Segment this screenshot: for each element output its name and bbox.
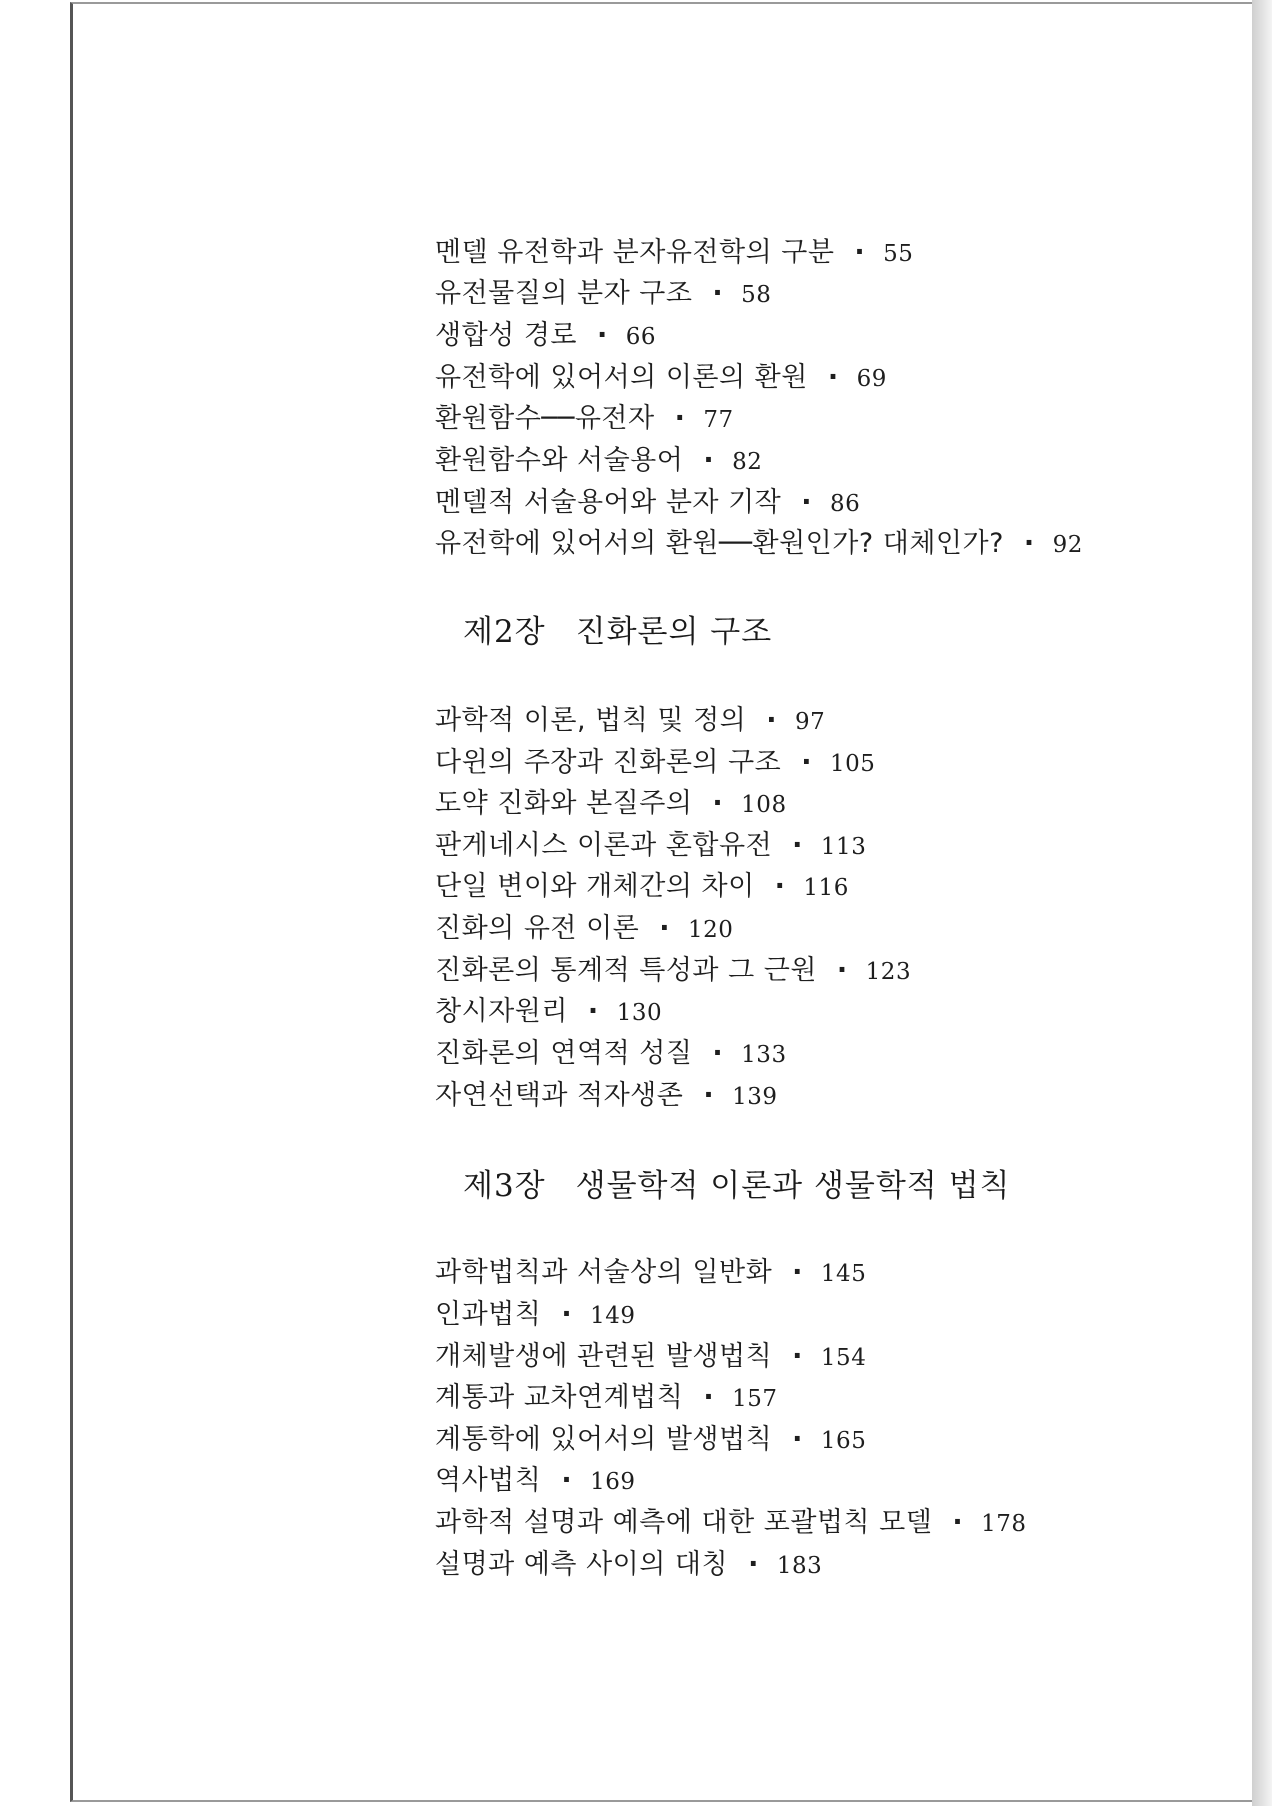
toc-entry (435, 912, 733, 947)
toc-entry (435, 746, 875, 781)
document-page (70, 2, 1252, 1802)
toc-separator: · (712, 278, 724, 309)
toc-entry (435, 1079, 778, 1114)
toc-entry-title: 과학적 이론, 법칙 및 정의 (435, 705, 747, 736)
toc-entry (435, 319, 656, 354)
toc-entry (435, 1340, 866, 1375)
toc-entry (435, 787, 787, 822)
toc-separator: · (587, 996, 599, 1027)
toc-entry-page: 108 (741, 792, 787, 818)
toc-entry (435, 444, 762, 479)
chapter-number: 제2장 (463, 614, 546, 650)
toc-entry (435, 1298, 636, 1333)
toc-entry-title: 인과법칙 (435, 1299, 542, 1330)
toc-entry (435, 361, 887, 396)
toc-entry-page: 178 (981, 1511, 1027, 1537)
toc-entry (435, 1381, 778, 1416)
toc-entry-page: 69 (856, 366, 887, 392)
chapter-heading (463, 612, 772, 652)
toc-entry-page: 139 (732, 1084, 778, 1110)
toc-entry-page: 113 (820, 834, 867, 860)
toc-separator: · (712, 1038, 724, 1069)
toc-separator: · (659, 913, 671, 944)
toc-entry-title: 멘델적 서술용어와 분자 기작 (435, 487, 782, 518)
chapter-number: 제3장 (463, 1168, 546, 1204)
toc-entry-title: 멘델 유전학과 분자유전학의 구분 (435, 237, 835, 268)
toc-entry-title: 진화의 유전 이론 (435, 913, 640, 944)
toc-entry-page: 157 (732, 1386, 778, 1412)
toc-entry-page: 92 (1052, 532, 1083, 558)
toc-entry-page: 149 (590, 1303, 636, 1329)
toc-entry-page: 55 (883, 241, 914, 267)
toc-entry (435, 870, 849, 905)
toc-entry-title: 자연선택과 적자생존 (435, 1080, 684, 1111)
toc-separator: · (854, 237, 866, 268)
toc-entry-page: 58 (741, 282, 772, 308)
toc-entry-page: 169 (590, 1469, 636, 1495)
toc-entry (435, 1423, 866, 1458)
toc-entry-title: 유전학에 있어서의 이론의 환원 (435, 362, 808, 393)
toc-entry-title: 과학적 설명과 예측에 대한 포괄법칙 모델 (435, 1507, 933, 1538)
page-edge-shadow (1252, 0, 1272, 1806)
toc-entry-title: 판게네시스 이론과 혼합유전 (435, 830, 773, 861)
toc-separator: · (561, 1465, 573, 1496)
toc-entry-title: 진화론의 연역적 성질 (435, 1038, 693, 1069)
toc-entry-title: 설명과 예측 사이의 대칭 (435, 1549, 729, 1580)
toc-entry-page: 82 (732, 449, 763, 475)
toc-entry-title: 진화론의 통계적 특성과 그 근원 (435, 955, 817, 986)
toc-entry-title: 개체발생에 관련된 발생법칙 (435, 1341, 773, 1372)
toc-entry-title: 환원함수──유전자 (435, 403, 655, 434)
toc-entry-title: 단일 변이와 개체간의 차이 (435, 871, 755, 902)
toc-separator: · (827, 362, 839, 393)
toc-entry-page: 183 (776, 1553, 823, 1579)
toc-separator: · (766, 705, 777, 736)
toc-entry (435, 1506, 1026, 1541)
chapter-title: 진화론의 구조 (575, 614, 773, 650)
toc-separator: · (952, 1507, 964, 1538)
toc-separator: · (792, 830, 803, 861)
toc-entry (435, 486, 860, 521)
toc-entry (435, 704, 825, 739)
toc-entry-page: 97 (795, 709, 826, 735)
toc-entry-page: 116 (803, 875, 849, 901)
toc-separator: · (792, 1257, 803, 1288)
toc-entry-page: 86 (830, 491, 861, 517)
toc-separator: · (712, 788, 724, 819)
toc-entry-title: 계통학에 있어서의 발생법칙 (435, 1424, 773, 1455)
toc-separator: · (774, 871, 786, 902)
toc-separator: · (792, 1424, 803, 1455)
toc-entry-page: 133 (741, 1042, 787, 1068)
toc-entry-title: 생합성 경로 (435, 320, 577, 351)
toc-entry (435, 527, 1083, 562)
toc-separator: · (703, 1080, 715, 1111)
toc-entry-title: 창시자원리 (435, 996, 568, 1027)
toc-separator: · (792, 1341, 803, 1372)
toc-separator: · (801, 487, 812, 518)
toc-entry-page: 120 (688, 917, 734, 943)
toc-separator: · (801, 747, 812, 778)
toc-entry-title: 계통과 교차연계법칙 (435, 1382, 684, 1413)
toc-entry (435, 1464, 636, 1499)
toc-entry (435, 236, 913, 271)
toc-separator: · (703, 1382, 715, 1413)
toc-entry (435, 829, 866, 864)
toc-entry (435, 1037, 787, 1072)
toc-entry-page: 123 (865, 959, 912, 985)
toc-entry-title: 유전물질의 분자 구조 (435, 278, 693, 309)
toc-entry-title: 도약 진화와 본질주의 (435, 788, 693, 819)
toc-entry-title: 역사법칙 (435, 1465, 542, 1496)
toc-entry-title: 유전학에 있어서의 환원──환원인가? 대체인가? (435, 528, 1004, 559)
toc-entry (435, 402, 734, 437)
toc-entry-page: 154 (820, 1345, 867, 1371)
chapter-heading (463, 1166, 1010, 1206)
toc-entry-page: 165 (820, 1428, 867, 1454)
toc-entry (435, 1256, 866, 1291)
toc-entry-title: 과학법칙과 서술상의 일반화 (435, 1257, 773, 1288)
toc-entry (435, 995, 662, 1030)
chapter-title: 생물학적 이론과 생물학적 법칙 (575, 1168, 1011, 1204)
toc-entry-page: 77 (703, 407, 734, 433)
toc-separator: · (836, 955, 848, 986)
toc-separator: · (1023, 528, 1035, 559)
toc-entry (435, 954, 911, 989)
toc-entry (435, 277, 771, 312)
toc-entry-title: 다윈의 주장과 진화론의 구조 (435, 747, 782, 778)
toc-separator: · (748, 1549, 759, 1580)
toc-separator: · (561, 1299, 573, 1330)
toc-entry-page: 145 (820, 1261, 867, 1287)
toc-separator: · (597, 320, 608, 351)
toc-separator: · (703, 445, 715, 476)
toc-entry-page: 130 (616, 1000, 663, 1026)
toc-entry-page: 66 (625, 324, 657, 350)
toc-entry-title: 환원함수와 서술용어 (435, 445, 684, 476)
toc-entry (435, 1548, 822, 1583)
toc-separator: · (674, 403, 686, 434)
toc-entry-page: 105 (830, 751, 876, 777)
